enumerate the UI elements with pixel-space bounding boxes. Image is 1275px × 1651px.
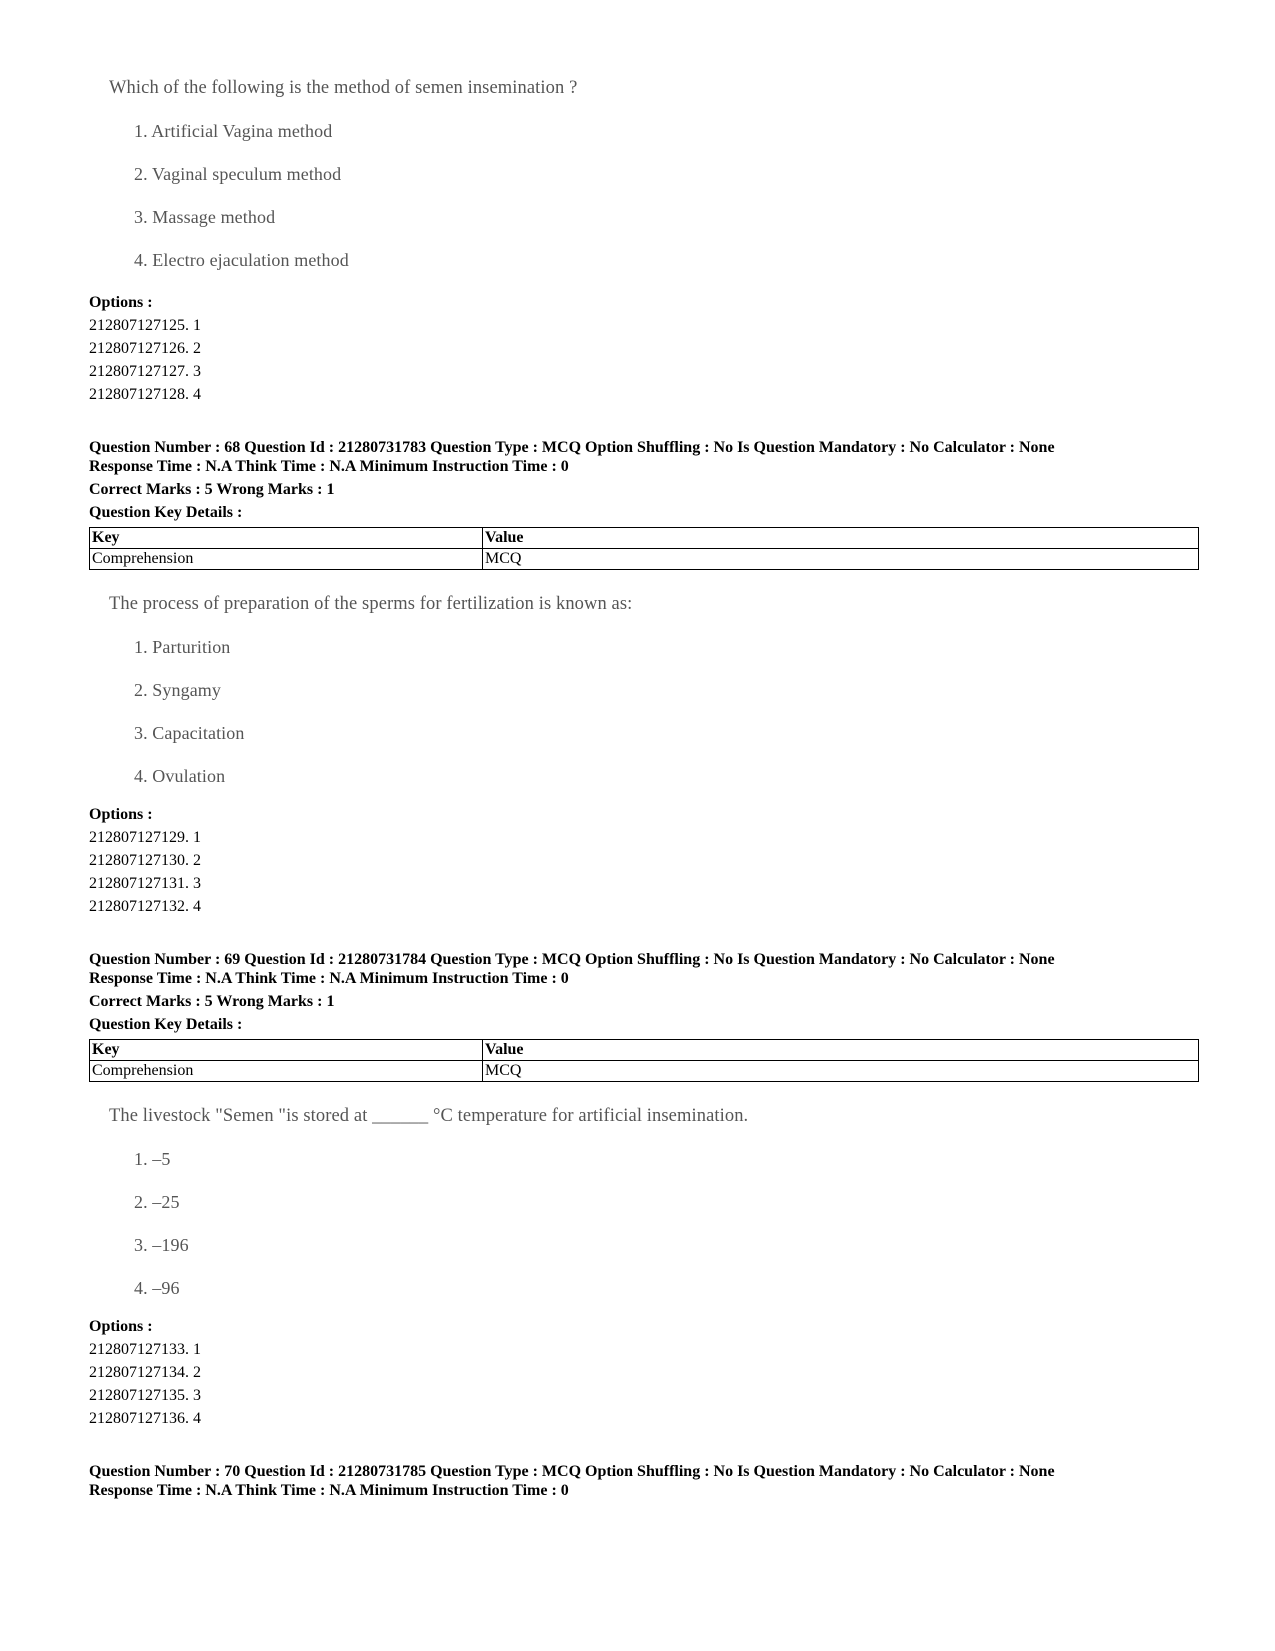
choice-item: 2. –25: [134, 1192, 180, 1212]
choice-item: 2. Vaginal speculum method: [134, 164, 342, 184]
table-header-value: Value: [483, 1040, 1199, 1061]
option-id: 212807127133. 1: [89, 1341, 201, 1358]
options-label: Options :: [89, 806, 153, 823]
choice-item: 1. Artificial Vagina method: [134, 121, 333, 141]
option-id: 212807127128. 4: [89, 386, 201, 403]
option-id: 212807127131. 3: [89, 875, 201, 892]
question-text: Which of the following is the method of semen insemination ?: [109, 78, 578, 98]
option-id: 212807127132. 4: [89, 898, 201, 915]
choice-item: 3. Massage method: [134, 207, 276, 227]
question-marks: Correct Marks : 5 Wrong Marks : 1: [89, 481, 335, 498]
choice-item: 3. Capacitation: [134, 723, 245, 743]
choice-item: 4. Electro ejaculation method: [134, 250, 349, 270]
option-id: 212807127130. 2: [89, 852, 201, 869]
choice-item: 1. Parturition: [134, 637, 231, 657]
key-details-table: [89, 527, 1199, 570]
option-id: 212807127125. 1: [89, 317, 201, 334]
option-id: 212807127127. 3: [89, 363, 201, 380]
choice-item: 4. Ovulation: [134, 766, 226, 786]
question-header: Question Number : 68 Question Id : 21280731783 Question Type : MCQ Option Shuffling : No Is Question Mandatory : No Calculator : None: [89, 439, 1055, 456]
table-row: [90, 1061, 1199, 1082]
key-details-label: Question Key Details :: [89, 504, 243, 521]
option-id: 212807127136. 4: [89, 1410, 201, 1427]
question-text: The process of preparation of the sperms for fertilization is known as:: [109, 594, 633, 614]
table-cell-key: Comprehension: [90, 549, 483, 570]
question-header: Question Number : 69 Question Id : 21280731784 Question Type : MCQ Option Shuffling : No Is Question Mandatory : No Calculator : None: [89, 951, 1055, 968]
table-header-key: Key: [90, 1040, 483, 1061]
table-row: [90, 549, 1199, 570]
option-id: 212807127129. 1: [89, 829, 201, 846]
table-header-row: [90, 528, 1199, 549]
options-label: Options :: [89, 294, 153, 311]
table-cell-value: MCQ: [483, 549, 1199, 570]
key-details-table: [89, 1039, 1199, 1082]
choice-item: 2. Syngamy: [134, 680, 222, 700]
option-id: 212807127126. 2: [89, 340, 201, 357]
choice-item: 1. –5: [134, 1149, 171, 1169]
choice-item: 3. –196: [134, 1235, 189, 1255]
question-marks: Correct Marks : 5 Wrong Marks : 1: [89, 993, 335, 1010]
table-cell-key: Comprehension: [90, 1061, 483, 1082]
question-header: Question Number : 70 Question Id : 21280731785 Question Type : MCQ Option Shuffling : No Is Question Mandatory : No Calculator : None: [89, 1463, 1055, 1480]
option-id: 212807127135. 3: [89, 1387, 201, 1404]
option-id: 212807127134. 2: [89, 1364, 201, 1381]
table-header-key: Key: [90, 528, 483, 549]
table-cell-value: MCQ: [483, 1061, 1199, 1082]
key-details-label: Question Key Details :: [89, 1016, 243, 1033]
table-header-row: [90, 1040, 1199, 1061]
question-timing: Response Time : N.A Think Time : N.A Minimum Instruction Time : 0: [89, 1482, 569, 1499]
options-label: Options :: [89, 1318, 153, 1335]
question-timing: Response Time : N.A Think Time : N.A Minimum Instruction Time : 0: [89, 970, 569, 987]
question-text: The livestock "Semen "is stored at ______ °C temperature for artificial insemination.: [109, 1106, 749, 1126]
choice-item: 4. –96: [134, 1278, 180, 1298]
table-header-value: Value: [483, 528, 1199, 549]
question-timing: Response Time : N.A Think Time : N.A Minimum Instruction Time : 0: [89, 458, 569, 475]
